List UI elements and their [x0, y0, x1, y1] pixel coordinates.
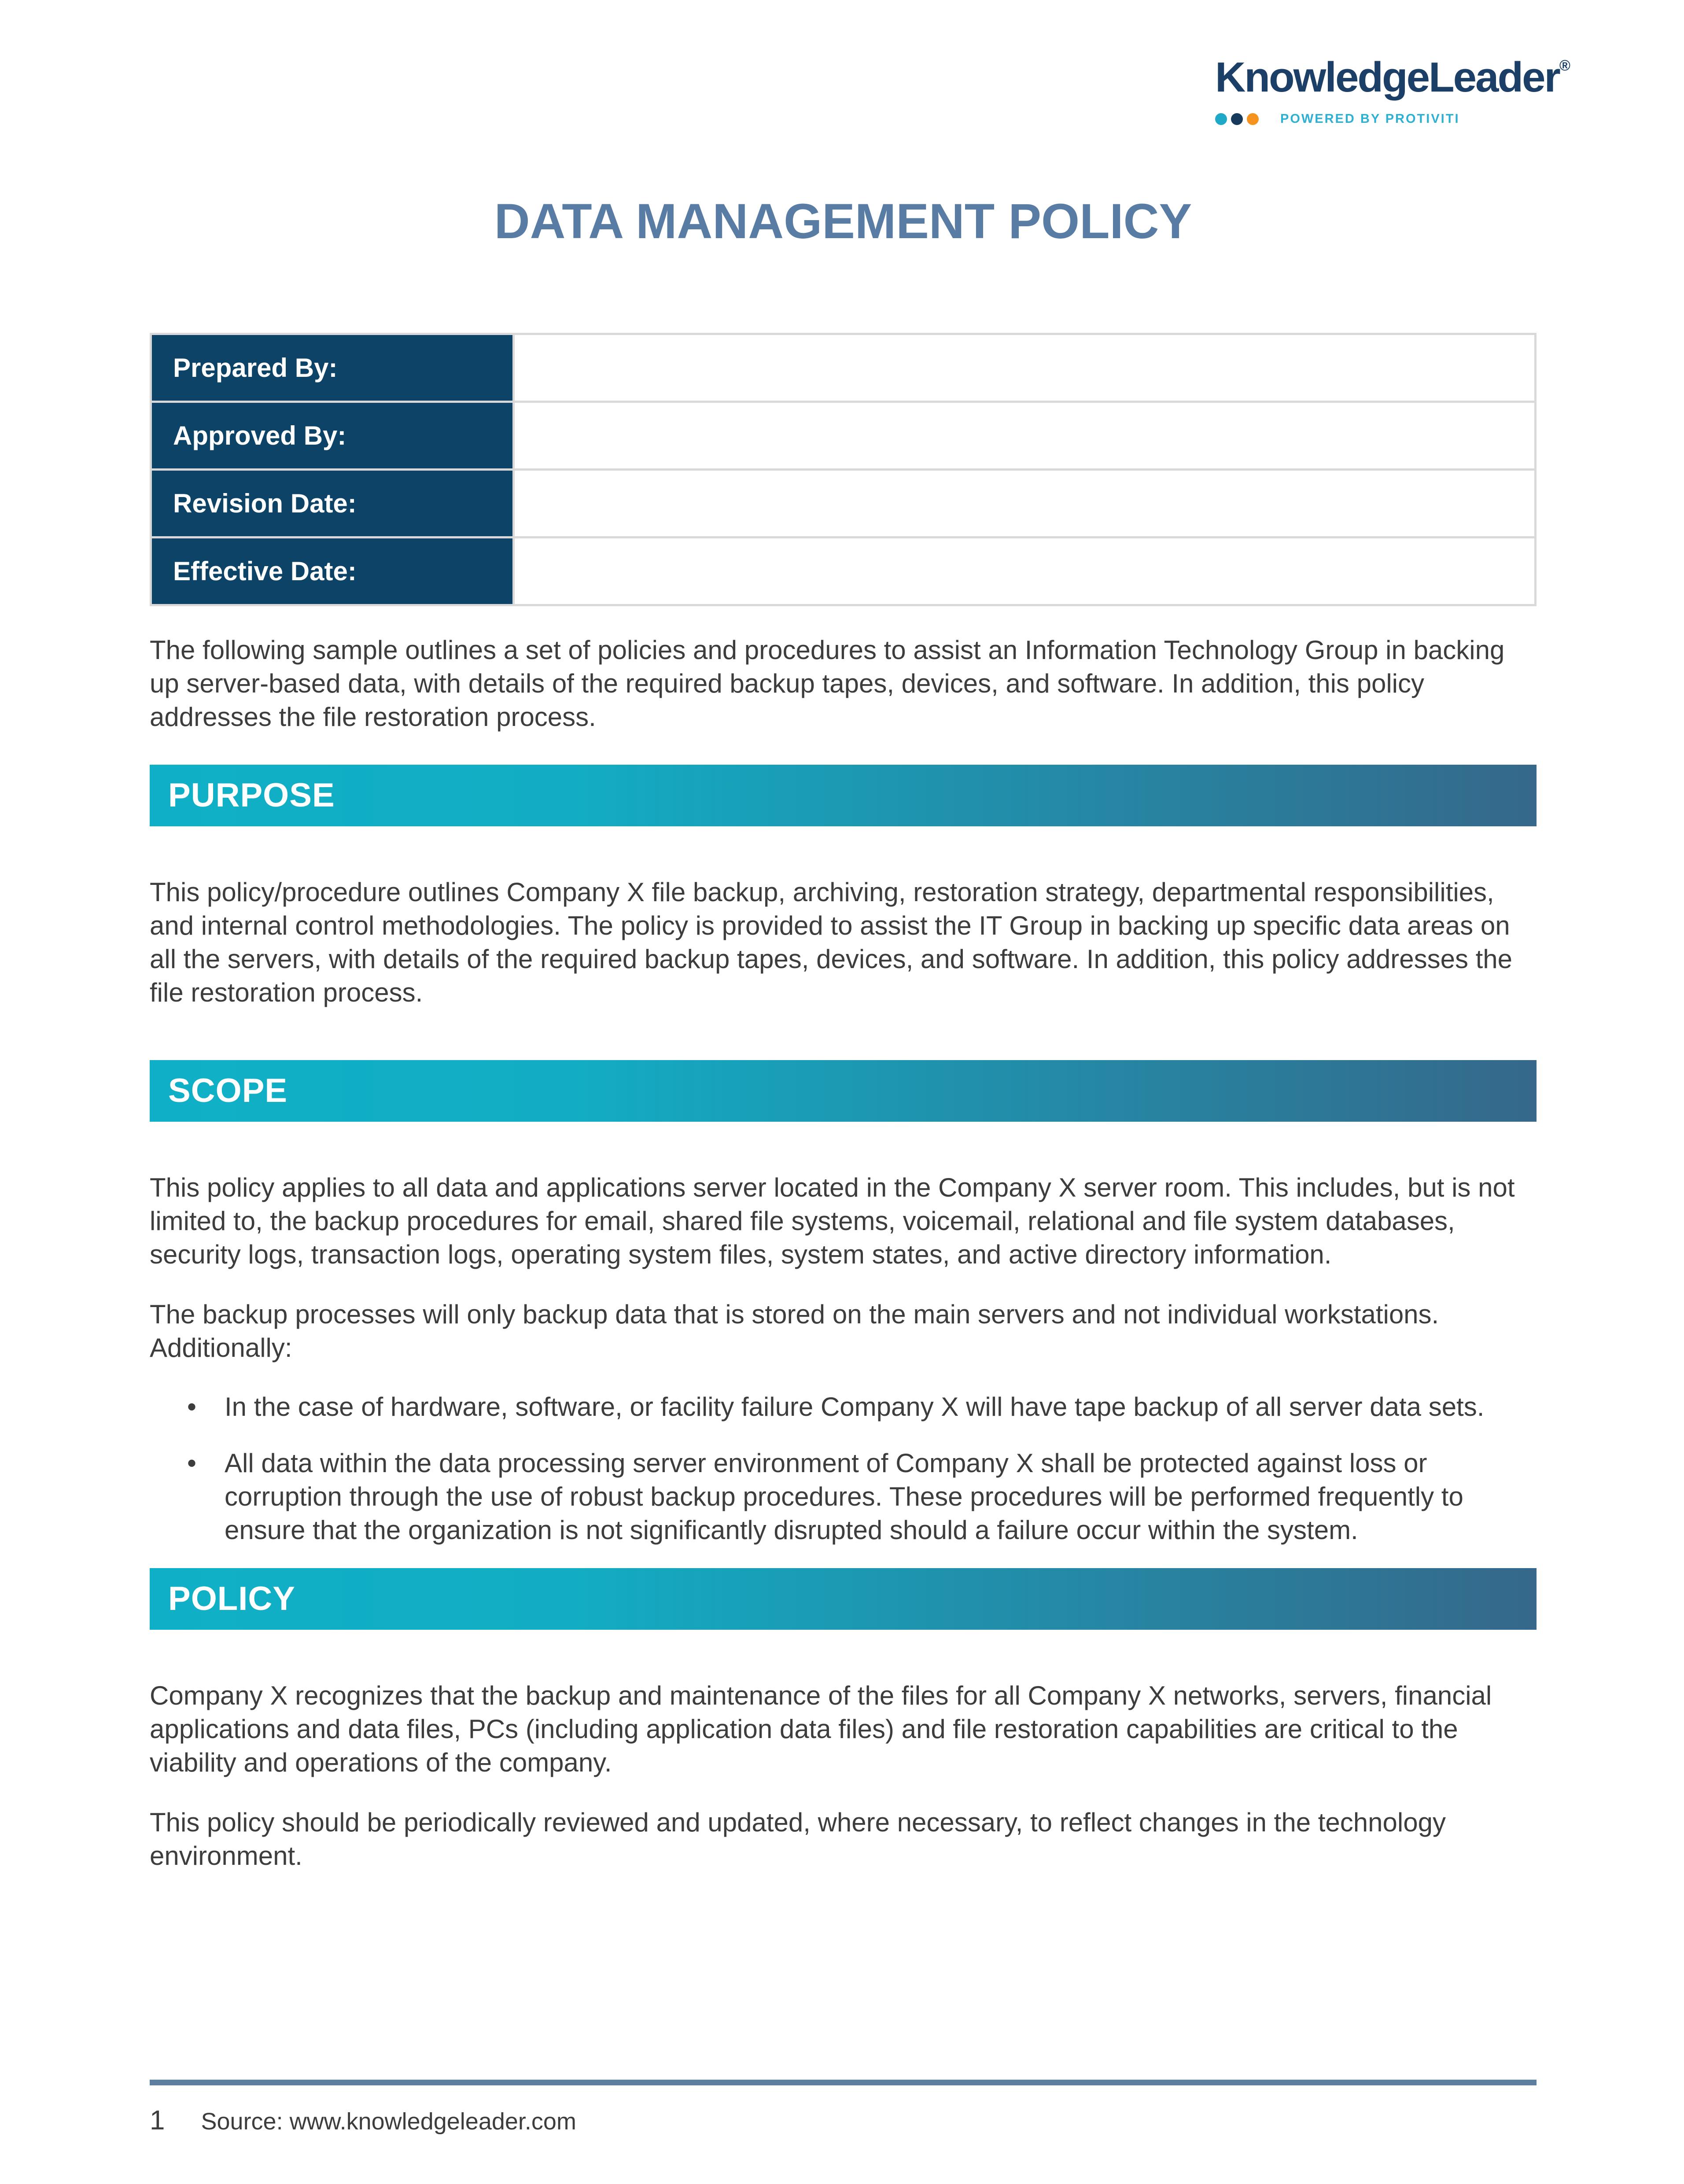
effective-date-value	[514, 538, 1536, 605]
prepared-by-label: Prepared By:	[151, 334, 514, 402]
table-row	[151, 402, 1536, 470]
table-row	[151, 470, 1536, 538]
policy-paragraph-1: Company X recognizes that the backup and maintenance of the files for all Company X networks, servers, financial applications and data files, PCs (including application data files) and file restoration capabilities are critical to the viability and operations of the company.	[150, 1681, 1492, 1777]
footer-divider	[150, 2080, 1537, 2085]
source-text: Source: www.knowledgeleader.com	[201, 2108, 576, 2135]
page-title: DATA MANAGEMENT POLICY	[494, 194, 1192, 249]
section-heading-scope: SCOPE	[150, 1060, 1537, 1122]
logo-dot-navy-icon	[1231, 113, 1243, 125]
page-footer	[150, 2080, 1537, 2136]
revision-date-value	[514, 470, 1536, 538]
logo-dot-orange-icon	[1247, 113, 1259, 125]
scope-paragraph-2: The backup processes will only backup data that is stored on the main servers and not individual workstations. Additionally:	[150, 1300, 1439, 1363]
table-row	[151, 334, 1536, 402]
logo-brand-text: KnowledgeLeader	[1215, 54, 1559, 101]
intro-paragraph: The following sample outlines a set of policies and procedures to assist an Information Technology Group in backing up server-based data, with details of the required backup tapes, devices, and software. In addition, this policy addresses the file restoration process.	[150, 635, 1505, 732]
bullet-icon: •	[187, 1392, 197, 1422]
knowledgeleader-logo	[1215, 54, 1570, 126]
revision-date-label: Revision Date:	[151, 470, 514, 538]
logo-tagline-row	[1215, 112, 1541, 126]
table-row	[151, 538, 1536, 605]
document-info-table	[150, 333, 1537, 606]
section-heading-policy: POLICY	[150, 1568, 1537, 1630]
prepared-by-value	[514, 334, 1536, 402]
bullet-icon: •	[187, 1448, 197, 1478]
page-header	[0, 0, 1684, 193]
list-item	[150, 1447, 1537, 1547]
scope-bullet-list	[150, 1390, 1537, 1547]
policy-paragraph-2: This policy should be periodically reviewed and updated, where necessary, to reflect changes in the technology environment.	[150, 1808, 1446, 1871]
effective-date-label: Effective Date:	[151, 538, 514, 605]
logo-dot-teal-icon	[1215, 113, 1227, 125]
scope-paragraph-1: This policy applies to all data and applications server located in the Company X server room. This includes, but is not limited to, the backup procedures for email, shared file systems, voicemail, relational and file system databases, security logs, transaction logs, operating system files, system states, and active directory information.	[150, 1173, 1515, 1269]
approved-by-value	[514, 402, 1536, 470]
logo-tagline: POWERED BY PROTIVITI	[1280, 112, 1460, 126]
approved-by-label: Approved By:	[151, 402, 514, 470]
bullet-text: All data within the data processing server environment of Company X shall be protected against loss or corruption through the use of robust backup procedures. These procedures will be performed frequently to ensure that the organization is not significantly disrupted should a failure occur within the system.	[225, 1448, 1463, 1545]
section-heading-purpose: PURPOSE	[150, 765, 1537, 826]
purpose-paragraph: This policy/procedure outlines Company X file backup, archiving, restoration strategy, departmental responsibilities, and internal control methodologies. The policy is provided to assist the IT Group in backing up specific data areas on all the servers, with details of the required backup tapes, devices, and software. In addition, this policy addresses the file restoration process.	[150, 877, 1513, 1007]
bullet-text: In the case of hardware, software, or facility failure Company X will have tape backup of all server data sets.	[225, 1392, 1485, 1422]
page-number: 1	[150, 2105, 165, 2136]
registered-trademark-icon: ®	[1559, 57, 1570, 74]
list-item	[150, 1390, 1537, 1424]
